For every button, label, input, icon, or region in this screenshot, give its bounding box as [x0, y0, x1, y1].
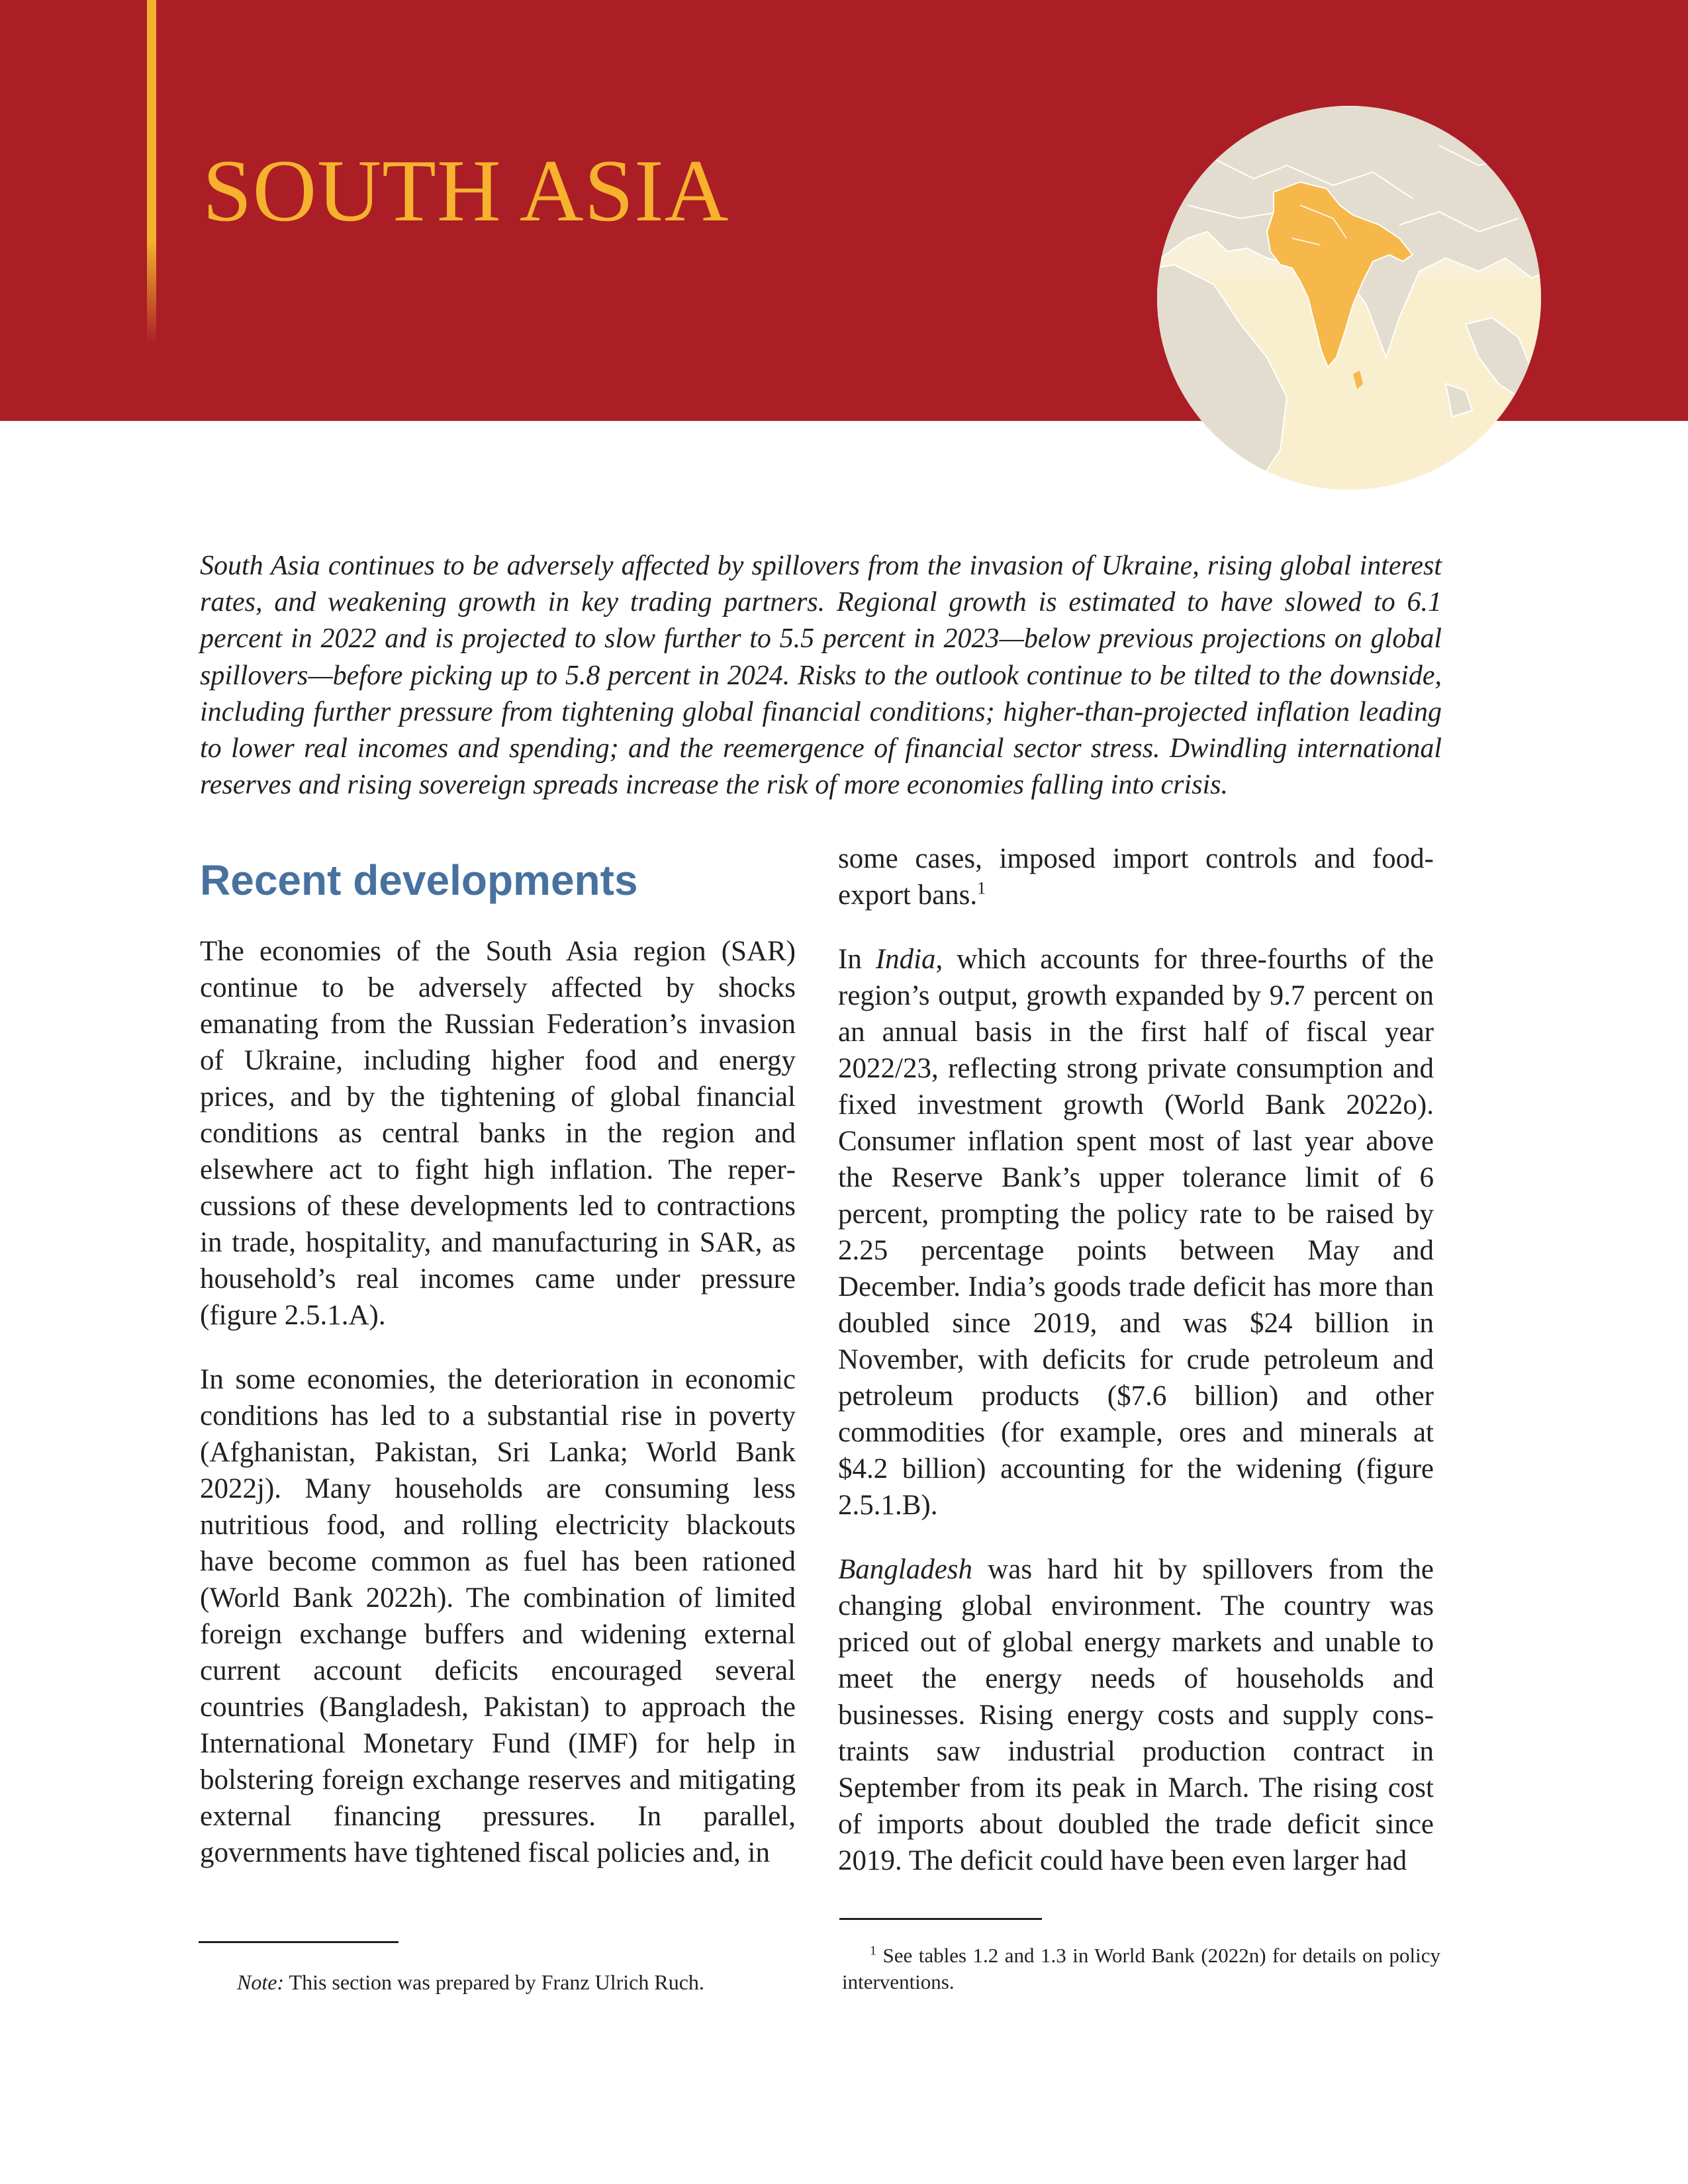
note-text: This section was prepared by Franz Ulrich Ruch. [284, 1970, 704, 1994]
note-label: Note: [237, 1970, 285, 1994]
footnote-divider [199, 1941, 399, 1943]
country-name: Bangladesh [838, 1554, 973, 1585]
paragraph-bangladesh [838, 1551, 1434, 1879]
section-heading: Recent developments [200, 856, 638, 904]
footnote [842, 1942, 1440, 1995]
paragraph-text: was hard hit by spillovers from the changing global environment. The country was priced out of global energy markets and unable to meet the energy needs of households and businesses. Rising energy costs and supply constraints saw industrial production contract in September from its peak in March. The rising cost of imports about doubled the trade deficit since 2019. The deficit could have been even larger had [838, 1554, 1434, 1876]
right-column [838, 843, 1434, 1907]
footnote-divider [839, 1918, 1042, 1920]
paragraph-text: some cases, imposed import controls and food-export bans. [838, 843, 1434, 911]
country-name: India [875, 944, 936, 975]
page-title: SOUTH ASIA [203, 142, 729, 240]
accent-rule [147, 0, 156, 344]
intro-summary: South Asia continues to be adversely affected by spillovers from the invasion of Ukraine, rising global interest rates, and weakening growth in key trading partners. Regional growth is estimated to have slowed to 6.1 percent in 2022 and is projected to slow further to 5.5 percent in 2023—below previous projections on global spillovers—before picking up to 5.8 percent in 2024. Risks to the outlook continue to be tilted to the downside, including further pressure from tightening global financial conditions; higher-than-projected inflation leading to lower real incomes and spending; and the reemergence of financial sector stress. Dwindling international reserves and rising sovereign spreads increase the risk of more economies falling into crisis. [200, 551, 1442, 801]
footnote-text: See tables 1.2 and 1.3 in World Bank (2022n) for details on policy interventions. [842, 1944, 1440, 1993]
paragraph-india [838, 941, 1434, 1524]
left-column [200, 854, 796, 1899]
paragraph: The economies of the South Asia region (SAR) continue to be adversely affected by shocks emanating from the Russian Federation’s invasion of Ukraine, including higher food and energy prices, and by the tightening of global financial conditions as central banks in the region and elsewhere act to fight high inflation. The repercussions of these developments led to contractions in trade, hospitality, and manufacturing in SAR, as household’s real incomes came under pressure (figure 2.5.1.A). [200, 936, 796, 1331]
paragraph-text: In [838, 944, 876, 975]
author-note [237, 1969, 704, 1995]
globe-map-icon [1135, 106, 1564, 490]
paragraph [838, 841, 1434, 913]
paragraph: In some economies, the deterioration in economic conditions has led to a substantial rise in poverty (Afghanistan, Pakistan, Sri Lanka; World Bank 2022j). Many households are consuming less nutritious food, and rolling electricity blackouts have become common as fuel has been rationed (World Bank 2022h). The combination of limited foreign exchange buffers and widening external current account deficits encouraged several countries (Bangladesh, Pakistan) to approach the International Monetary Fund (IMF) for help in bolstering foreign exchange reserves and mitigating external financing pressures. In parallel, governments have tightened fiscal policies and, in [200, 1364, 796, 1868]
paragraph-text: , which accounts for three-fourths of the region’s output, growth expanded by 9.7 percent on an annual basis in the first half of fiscal year 2022/23, reflecting strong private consumption and fixed investment growth (World Bank 2022o). Consumer inflation spent most of last year above the Reserve Bank’s upper tolerance limit of 6 percent, prompting the policy rate to be raised by 2.25 percentage points between May and December. India’s goods trade deficit has more than doubled since 2019, and was $24 billion in November, with deficits for crude petroleum and petroleum products ($7.6 billion) and other commodities (for example, ores and minerals at $4.2 billion) accounting for the widening (figure 2.5.1.B). [838, 944, 1434, 1521]
footnote-number: 1 [870, 1943, 876, 1958]
footnote-ref: 1 [977, 878, 986, 898]
